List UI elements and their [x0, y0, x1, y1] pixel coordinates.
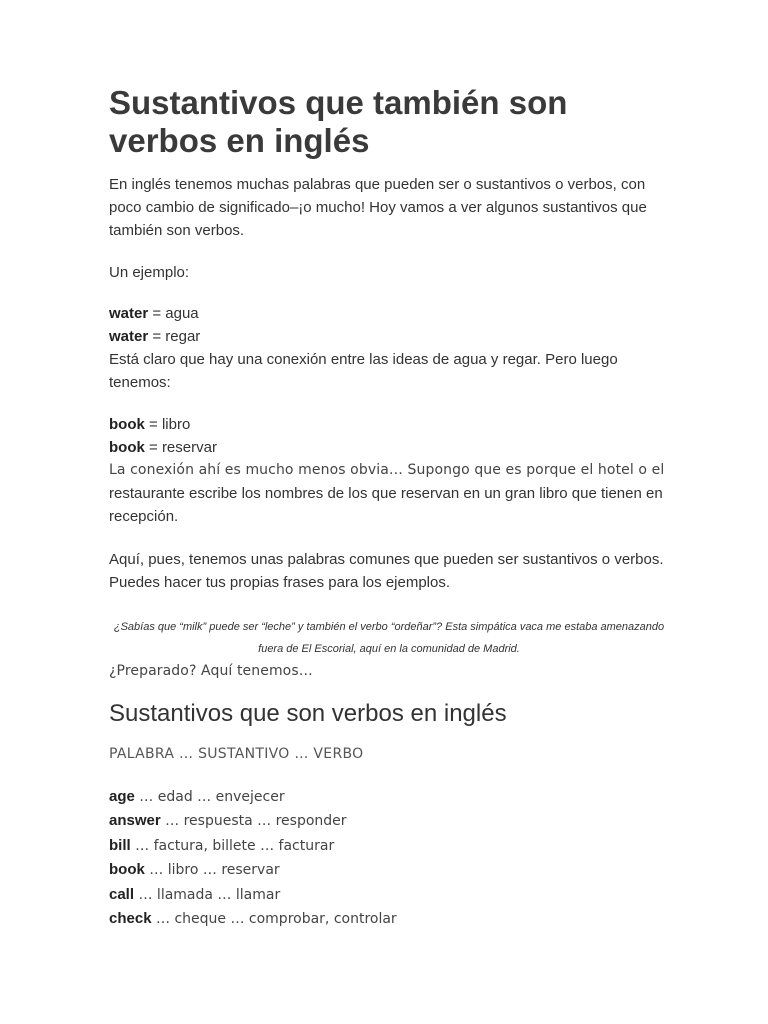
example-book-comment-start: La conexión ahí es mucho menos obvia… Supongo que es porque el hotel o el [109, 462, 665, 478]
summary-paragraph: Aquí, pues, tenemos unas palabras comunes que pueden ser sustantivos o verbos. Puedes hacer tus propias frases para los ejemplos. [109, 551, 664, 591]
list-item [109, 834, 397, 858]
vocab-meanings: … cheque … comprobar, controlar [151, 911, 397, 928]
word: water [109, 328, 149, 345]
table-header: PALABRA … SUSTANTIVO … VERBO [109, 746, 364, 762]
vocab-list [109, 785, 397, 931]
section-title: Sustantivos que son verbos en inglés [109, 700, 507, 727]
vocab-meanings: … libro … reservar [144, 862, 280, 879]
example-book-noun [109, 413, 669, 436]
vocab-meanings: … respuesta … responder [160, 813, 347, 830]
list-item [109, 809, 397, 833]
vocab-meanings: … factura, billete … facturar [130, 837, 335, 854]
vocab-word: book [109, 861, 145, 879]
vocab-word: age [109, 788, 135, 805]
meaning: = agua [148, 305, 199, 322]
vocab-meanings: … llamada … llamar [134, 886, 281, 903]
word: water [109, 305, 149, 322]
meaning: = libro [144, 416, 191, 433]
vocab-meanings: … edad … envejecer [134, 789, 285, 805]
meaning: = regar [148, 328, 201, 345]
example-label: Un ejemplo: [109, 264, 190, 281]
vocab-word: answer [109, 812, 161, 830]
example-water-verb [109, 325, 669, 348]
ready-line: ¿Preparado? Aquí tenemos… [109, 663, 313, 679]
list-item [109, 883, 397, 907]
list-item [109, 858, 397, 882]
example-water-comment: Está claro que hay una conexión entre las ideas de agua y regar. Pero luego tenemos: [109, 351, 618, 391]
example-book-comment-rest: restaurante escribe los nombres de los que reservan en un gran libro que tienen en recepción. [109, 485, 663, 525]
list-item [109, 907, 397, 931]
vocab-word: check [109, 910, 152, 928]
example-water-noun [109, 302, 669, 325]
vocab-word: bill [109, 836, 131, 854]
list-item [109, 785, 397, 809]
word: book [109, 439, 145, 456]
image-caption: ¿Sabías que “milk” puede ser “leche” y también el verbo “ordeñar”? Esta simpática vaca me estaba amenazando fuera de El Escorial, aquí en la comunidad de Madrid. [113, 621, 665, 655]
word: book [109, 416, 145, 433]
intro-paragraph: En inglés tenemos muchas palabras que pueden ser o sustantivos o verbos, con poco cambio de significado–¡o mucho! Hoy vamos a ver algunos sustantivos que también son verbos. [109, 176, 647, 239]
vocab-word: call [109, 885, 135, 903]
example-water [109, 302, 669, 394]
example-book-verb [109, 436, 669, 459]
meaning: = reservar [144, 439, 217, 456]
example-book [109, 413, 669, 528]
article-title: Sustantivos que también son verbos en inglés [109, 84, 568, 159]
